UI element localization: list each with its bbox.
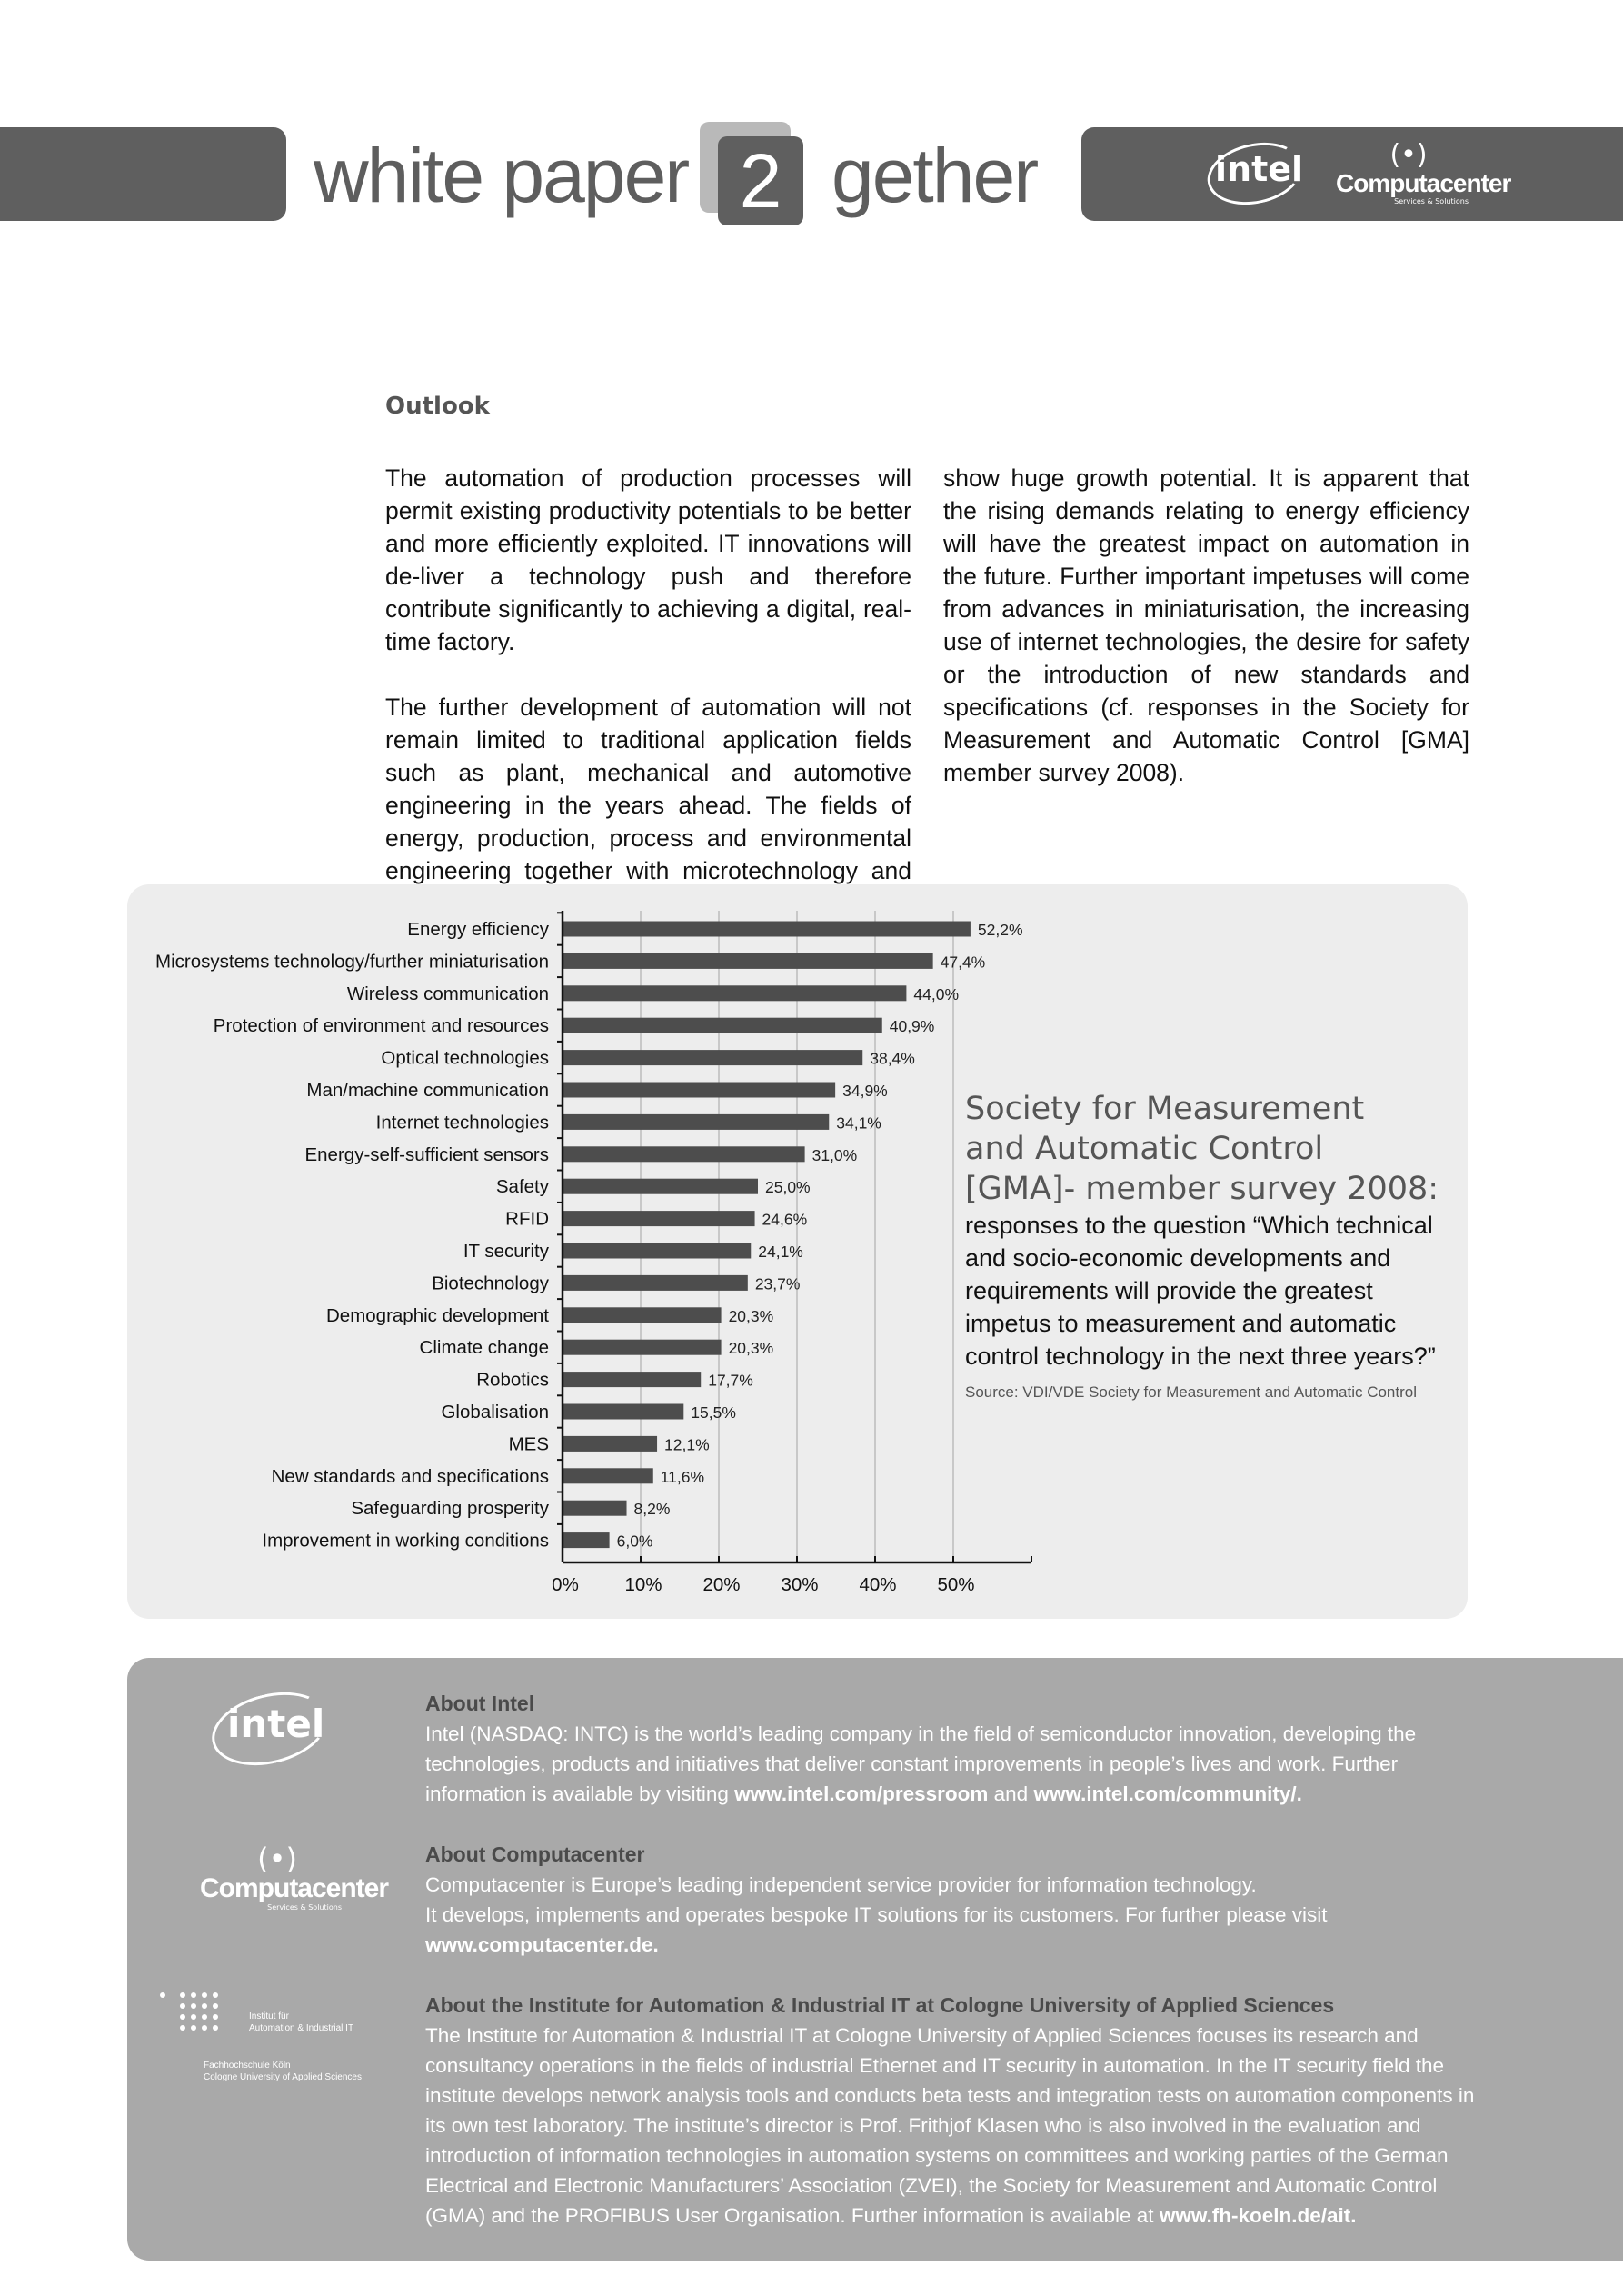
survey-title-line: and Automatic Control [965,1131,1324,1167]
brand-suffix: gether [831,133,1038,218]
bar [563,1468,653,1483]
category-label: Internet technologies [375,1112,549,1133]
computacenter-logo-sub: Services & Solutions [1394,197,1469,205]
institute-dot [191,2025,196,2031]
intel-logo-header: intel [1215,149,1304,189]
category-label: MES [508,1433,549,1455]
category-label: Wireless communication [346,983,549,1004]
about-intel [425,1689,1479,1809]
bar [563,1083,835,1098]
institute-logo-name [249,2011,353,2034]
bar [563,953,933,969]
outlook-paragraph: The further development of automation will not remain limited to traditional application fields such as plant, mechanical and automotive engineering in the years ahead. The fields of energy, production, process and environmental engineering together with microtechnology and [385,694,911,884]
value-label: 31,0% [812,1145,858,1164]
institute-dot [160,1992,165,1998]
institute-dot [180,1992,185,1998]
bar [563,1275,748,1291]
category-label: New standards and specifications [271,1465,549,1487]
institute-dot [213,1992,218,1998]
value-label: 52,2% [977,921,1023,939]
computacenter-logo-sub: Services & Solutions [267,1903,342,1912]
value-label: 11,6% [660,1467,705,1486]
bar [563,1307,722,1323]
category-label: Biotechnology [432,1273,549,1294]
institute-logo-university-line: Cologne University of Applied Sciences [204,2072,362,2082]
about-institute [425,1991,1479,2231]
about-intel-title: About Intel [425,1692,535,1715]
value-label: 12,1% [664,1435,710,1454]
bar [563,1114,829,1130]
bar [563,1501,627,1516]
category-label: Safety [495,1176,549,1198]
survey-question: responses to the question “Which technical and socio-economic developments and requirements will provide the greatest impetus to measurement and automatic control technology in the next three years?” [965,1212,1436,1370]
institute-logo-name-line: Automation & Industrial IT [249,2023,354,2033]
x-tick-label: 50% [937,1574,975,1595]
institute-logo-university [204,2060,362,2083]
value-label: 38,4% [870,1049,915,1068]
value-label: 24,6% [762,1210,808,1229]
category-label: Improvement in working conditions [262,1530,549,1552]
intel-community-link[interactable]: www.intel.com/community/. [1033,1782,1302,1805]
category-label: Climate change [419,1337,549,1359]
bar [563,1179,758,1194]
value-label: 25,0% [765,1178,811,1197]
institute-dot [202,2014,207,2020]
bar [563,1018,882,1033]
institute-dot [180,2003,185,2009]
institute-dot [180,2025,185,2031]
outlook-paragraph: show huge growth potential. It is apparent that the rising demands relating to energy efficiency will have the greatest impact on automation in the future. Further important impetuses will come from advances in miniaturisation, the increasing use of internet technologies, the desire for safety or the introduction of new standards and specifications (cf. responses in the Society for Measurement and Automatic Control [GMA] member survey 2008). [943,464,1469,786]
category-label: RFID [505,1208,549,1230]
institute-dot [202,1992,207,1998]
brand-prefix: white paper [314,133,689,218]
value-label: 15,5% [691,1403,736,1422]
value-label: 24,1% [758,1243,803,1261]
survey-title-line: [GMA]- member survey 2008: [965,1171,1439,1207]
institute-dots-icon [160,1992,233,2047]
bar [563,922,971,937]
about-institute-text [425,2021,1479,2231]
category-label: Energy-self-sufficient sensors [304,1143,549,1165]
value-label: 20,3% [728,1339,774,1358]
about-institute-body: The Institute for Automation & Industrial IT at Cologne University of Applied Sciences focuses its research and consultancy operations in the fields of industrial Ethernet and IT security in automation. In the IT security field the institute develops network analysis tools and conducts beta tests and integration tests on automation components in its own test laboratory. The institute’s director is Prof. Frithjof Klasen who is also involved in the evaluation and introduction of information technologies in automation systems on committees and working parties of the German Electrical and Electronic Manufacturers’ Association (ZVEI), the Society for Measurement and Automatic Control (GMA) and the PROFIBUS User Organisation. Further information is available at [425,2024,1475,2227]
bar [563,985,906,1001]
intel-pressroom-link[interactable]: www.intel.com/pressroom [734,1782,989,1805]
brand-number: 2 [718,136,803,225]
bar [563,1340,722,1355]
computacenter-logo-footer [200,1842,389,1912]
about-computacenter-title: About Computacenter [425,1842,645,1866]
category-label: Man/machine communication [306,1080,549,1101]
outlook-paragraph: The automation of production processes will permit existing productivity potentials to be better and more efficiently exploited. IT innovations will de-liver a technology push and therefore contribute significantly to achieving a digital, real-time factory. [385,464,911,655]
value-label: 44,0% [913,984,960,1003]
value-label: 40,9% [889,1017,935,1036]
bar [563,1211,755,1226]
category-label: Safeguarding prosperity [351,1498,549,1520]
institute-dot [191,2003,196,2009]
bar [563,1404,683,1420]
value-label: 23,7% [754,1274,801,1293]
about-intel-body: Intel (NASDAQ: INTC) is the world’s leading company in the field of semiconductor innovation, developing the technologies, products and initiatives that deliver constant improvements in people’s lives and work. Further information is available by visiting [425,1722,1417,1805]
bar [563,1532,610,1548]
x-tick-label: 0% [552,1574,579,1595]
value-label: 20,3% [728,1306,774,1325]
institute-logo-university-line: Fachhochschule Köln [204,2061,291,2071]
bar [563,1146,805,1162]
value-label: 47,4% [940,953,986,972]
computacenter-symbol-icon: (•) [1389,139,1428,171]
intel-logo-footer [218,1696,325,1762]
bar [563,1050,862,1065]
institute-dot [213,2014,218,2020]
x-tick-label: 40% [859,1574,897,1595]
institute-dot [180,2014,185,2020]
about-computacenter-line: Computacenter is Europe’s leading independent service provider for information technology. [425,1873,1257,1896]
about-computacenter [425,1840,1479,1960]
value-label: 17,7% [708,1371,753,1390]
value-label: 6,0% [616,1532,653,1551]
category-label: Microsystems technology/further miniaturisation [155,951,549,973]
about-institute-title: About the Institute for Automation & Industrial IT at Cologne University of Applied Sciences [425,1993,1335,2017]
computacenter-link[interactable]: www.computacenter.de. [425,1933,659,1956]
x-tick-label: 20% [702,1574,741,1595]
x-tick-label: 10% [624,1574,662,1595]
section-title-outlook: Outlook [385,393,490,420]
survey-title-line: Society for Measurement [965,1091,1365,1127]
institute-dot [213,2025,218,2031]
bar [563,1436,657,1452]
category-label: Demographic development [326,1304,549,1326]
institute-link[interactable]: www.fh-koeln.de/ait. [1159,2204,1357,2227]
computacenter-logo-name: Computacenter [1336,169,1511,197]
value-label: 8,2% [633,1500,671,1519]
category-label: Globalisation [441,1402,549,1423]
about-computacenter-line: It develops, implements and operates bespoke IT solutions for its customers. For further please visit [425,1903,1328,1926]
value-label: 34,9% [842,1082,888,1100]
x-tick-label: 30% [781,1574,819,1595]
bar [563,1372,701,1387]
category-label: Optical technologies [381,1047,549,1069]
institute-dot [191,1992,196,1998]
institute-dot [213,2003,218,2009]
category-label: Energy efficiency [407,919,549,940]
institute-dot [202,2003,207,2009]
survey-source: Source: VDI/VDE Society for Measurement and Automatic Control [965,1383,1418,1401]
about-intel-and: and [988,1782,1034,1805]
about-intel-text [425,1719,1479,1809]
computacenter-symbol-icon: (•) [257,1842,297,1876]
category-label: Robotics [476,1369,549,1391]
intel-logo-text: intel [227,1702,325,1746]
computacenter-logo-name: Computacenter [200,1873,389,1903]
institute-logo-name-line: Institut für [249,2011,289,2021]
survey-caption [965,1089,1456,1402]
institute-dot [191,2014,196,2020]
category-label: Protection of environment and resources [213,1015,549,1037]
institute-dot [202,2025,207,2031]
category-label: IT security [463,1241,549,1262]
bar [563,1243,751,1259]
value-label: 34,1% [836,1113,881,1133]
